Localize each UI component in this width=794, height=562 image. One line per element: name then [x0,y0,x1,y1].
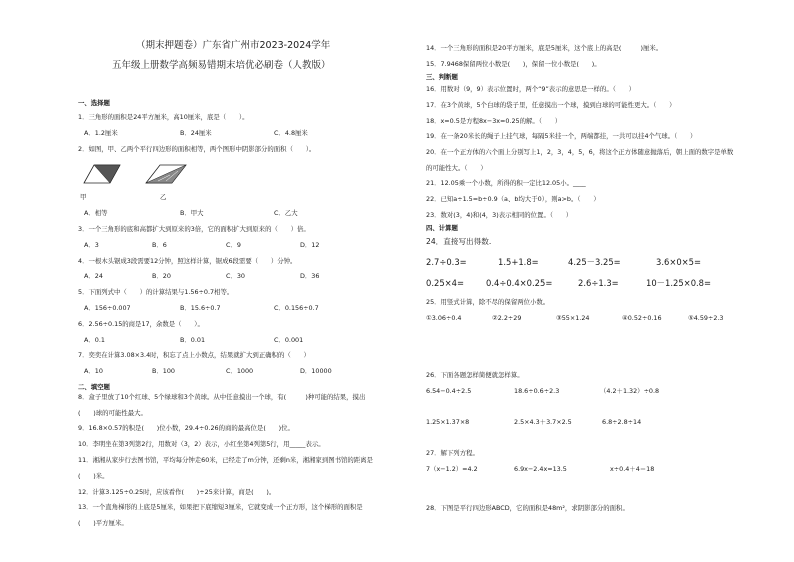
simplify-item: 18.6÷0.6÷2.3 [514,387,560,395]
question-5: 5．下面列式中（ ）的计算结果与1.56÷0.7相等。 [78,288,234,296]
exam-title-line-1: （期末押题卷）广东省广州市2023-2024学年 [136,40,331,51]
question-26: 26．下面各题怎样简便就怎样算。 [426,371,524,379]
calc-item: 0.25×4= [426,278,465,288]
option: A．24 [84,272,103,280]
option: D．36 [300,272,320,280]
simplify-item: 6.8÷2.8÷14 [602,418,642,426]
question-17: 17．在3个黄球，5个白球的袋子里，任意摸出一个球，摸到白球的可能性更大。（ ） [426,101,676,109]
option: C．0.001 [274,336,304,344]
vertical-calc-item: ④0.52÷0.16 [622,314,662,322]
vertical-calc-item: ②2.2÷29 [492,314,522,322]
figure-jia [84,165,120,183]
question-14: 14．一个三角形的面积是20平方厘米，底是5厘米，这个底上的高是( )厘米。 [426,44,663,52]
option: C．30 [226,272,245,280]
question-9: 9．16.8×0.57的积是( )位小数，29.4÷0.26的商的最高位是( )位。 [78,424,294,432]
question-10: 10．李明坐在第3列第2行，用数对（3，2）表示，小红坐第4列第5行，用_____表示。 [78,440,325,448]
simplify-item: 2.5×4.3＋3.7×2.5 [514,418,572,426]
question-20-line-1: 20．在一个正方体的六个面上分别写上1，2，3，4，5，6，将这个正方体随意抛落后，朝上面的数字是单数 [426,148,734,156]
simplify-item: （4.2＋1.32）÷0.8 [600,387,660,395]
question-6: 6．2.56÷0.15的商是17，余数是（ ）。 [78,320,204,328]
option: D．10000 [300,367,332,375]
option: D．12 [300,241,320,249]
option: B．20 [152,272,171,280]
question-13-line-2: ( )平方厘米。 [78,519,128,527]
equation-item: 6.9x−2.4x=13.5 [514,465,567,473]
question-8-line-1: 8．盒子里放了10个红球、5个绿球和3个黄球。从中任意摸出一个球，有( )种可能的结果，摸出 [78,393,366,401]
question-7: 7．奕奕在计算3.08×3.4时，积忘了点上小数点，结果就扩大到正确积的（ ） [78,351,310,359]
section-choice-heading: 一、选择题 [78,99,110,107]
figure-label-yi: 乙 [160,193,167,201]
equation-item: x÷0.4＋4＝18 [610,465,655,473]
calc-item: 1.5+1.8= [498,257,539,267]
question-27: 27．解下列方程。 [426,449,479,457]
option: A．3 [84,241,99,249]
option: A．0.1 [84,336,105,344]
calc-item: 0.4÷0.4×0.25= [486,278,553,288]
question-21: 21．12.05乘一个小数，所得的积一定比12.05小。____ [426,179,586,187]
section-fill-heading: 二、填空题 [78,383,110,391]
option: C．1000 [226,367,254,375]
option: A．156÷0.007 [84,304,131,312]
question-11-line-2: ( )米。 [78,472,109,480]
option: B．24厘米 [180,129,212,137]
question-3: 3．一个三角形的底和高都扩大到原来的3倍，它的面积扩大到原来的（ ）倍。 [78,225,310,233]
question-24: 24．直接写出得数. [426,237,492,246]
question-20-line-2: 的可能性大。（ ） [426,164,487,172]
question-2: 2．如图，甲、乙两个平行四边形的面积相等，两个图形中阴影部分的面积（ ）。 [78,145,316,153]
question-8-line-2: ( )球的可能性最大。 [78,409,147,417]
question-18: 18．x=0.5是方程8x−3x=0.25的解。（ ） [426,117,562,125]
question-28: 28．下图是平行四边形ABCD，它的面积是48m²，求阴影部分的面积。 [426,504,629,512]
question-23: 23．数对(3，4)和(4，3)表示相同的位置。（ ） [426,211,573,219]
section-judge-heading: 三、判断题 [426,73,458,81]
calc-item: 3.6×0×5= [656,257,702,267]
option: C．4.8厘米 [274,129,308,137]
question-15: 15．7.9468保留两位小数是( )，保留一位小数是( )。 [426,60,601,68]
simplify-item: 6.54−0.4÷2.5 [426,387,472,395]
calc-item: 4.25－3.25= [568,257,621,267]
option: A．相等 [84,209,108,217]
question-4: 4．一根木头锯成3段需要12分钟，照这样计算，锯成6段需要（ ）分钟。 [78,257,297,265]
question-19: 19．在一条20米长的绳子上挂气球，每隔5米挂一个，两端都挂，一共可以挂4个气球。（ ） [426,132,697,140]
vertical-calc-item: ⑤4.59÷2.3 [688,314,724,322]
calc-item: 2.7÷0.3= [426,257,467,267]
option: C．9 [226,241,241,249]
option: B．甲大 [180,209,204,217]
simplify-item: 1.25×1.37×8 [426,418,470,426]
question-1: 1．三角形的面积是24平方厘米，高10厘米，底是（ ）。 [78,113,249,121]
question-13-line-1: 13．一个直角梯形的上底是5厘米，如果把下底缩短3厘米，它就变成一个正方形，这个梯形的面积是 [78,503,363,511]
exam-title-line-2: 五年级上册数学高频易错期末培优必刷卷（人教版） [112,60,331,71]
question-11-line-1: 11．湘湘从家步行去图书馆，平均每分钟走60米，已经走了m分钟，还剩n米，湘湘家到图书馆的距离是 [78,456,373,464]
calc-item: 2.6÷1.3= [578,278,619,288]
calc-item: 10－1.25×0.8= [646,278,712,288]
option: B．6 [152,241,167,249]
option: A．1.2厘米 [84,129,118,137]
figure-label-jia: 甲 [80,193,87,201]
option: C．乙大 [274,209,298,217]
figure-yi [146,165,186,183]
option: A．10 [84,367,103,375]
parallelogram-figures [80,163,190,185]
vertical-calc-item: ③55×1.24 [556,314,590,322]
option: B．15.6÷0.7 [180,304,221,312]
option: B．0.01 [180,336,206,344]
option: C．0.156÷0.7 [274,304,319,312]
option: B．100 [152,367,175,375]
question-16: 16．用数对（9，9）表示位置时，两个“9”表示的意思是一样的。（ ） [426,85,636,93]
question-22: 22．已知a÷1.5=b÷0.9（a、b均大于0），则a>b。（ ） [426,195,600,203]
vertical-calc-item: ①3.06÷0.4 [426,314,462,322]
equation-item: 7（x−1.2）=4.2 [426,465,478,473]
question-25: 25．用竖式计算，除不尽的保留两位小数。 [426,298,550,306]
question-12: 12．计算3.125÷0.25时，应该看作( )÷25来计算，商是( )。 [78,488,276,496]
section-calc-heading: 四、计算题 [426,224,458,232]
